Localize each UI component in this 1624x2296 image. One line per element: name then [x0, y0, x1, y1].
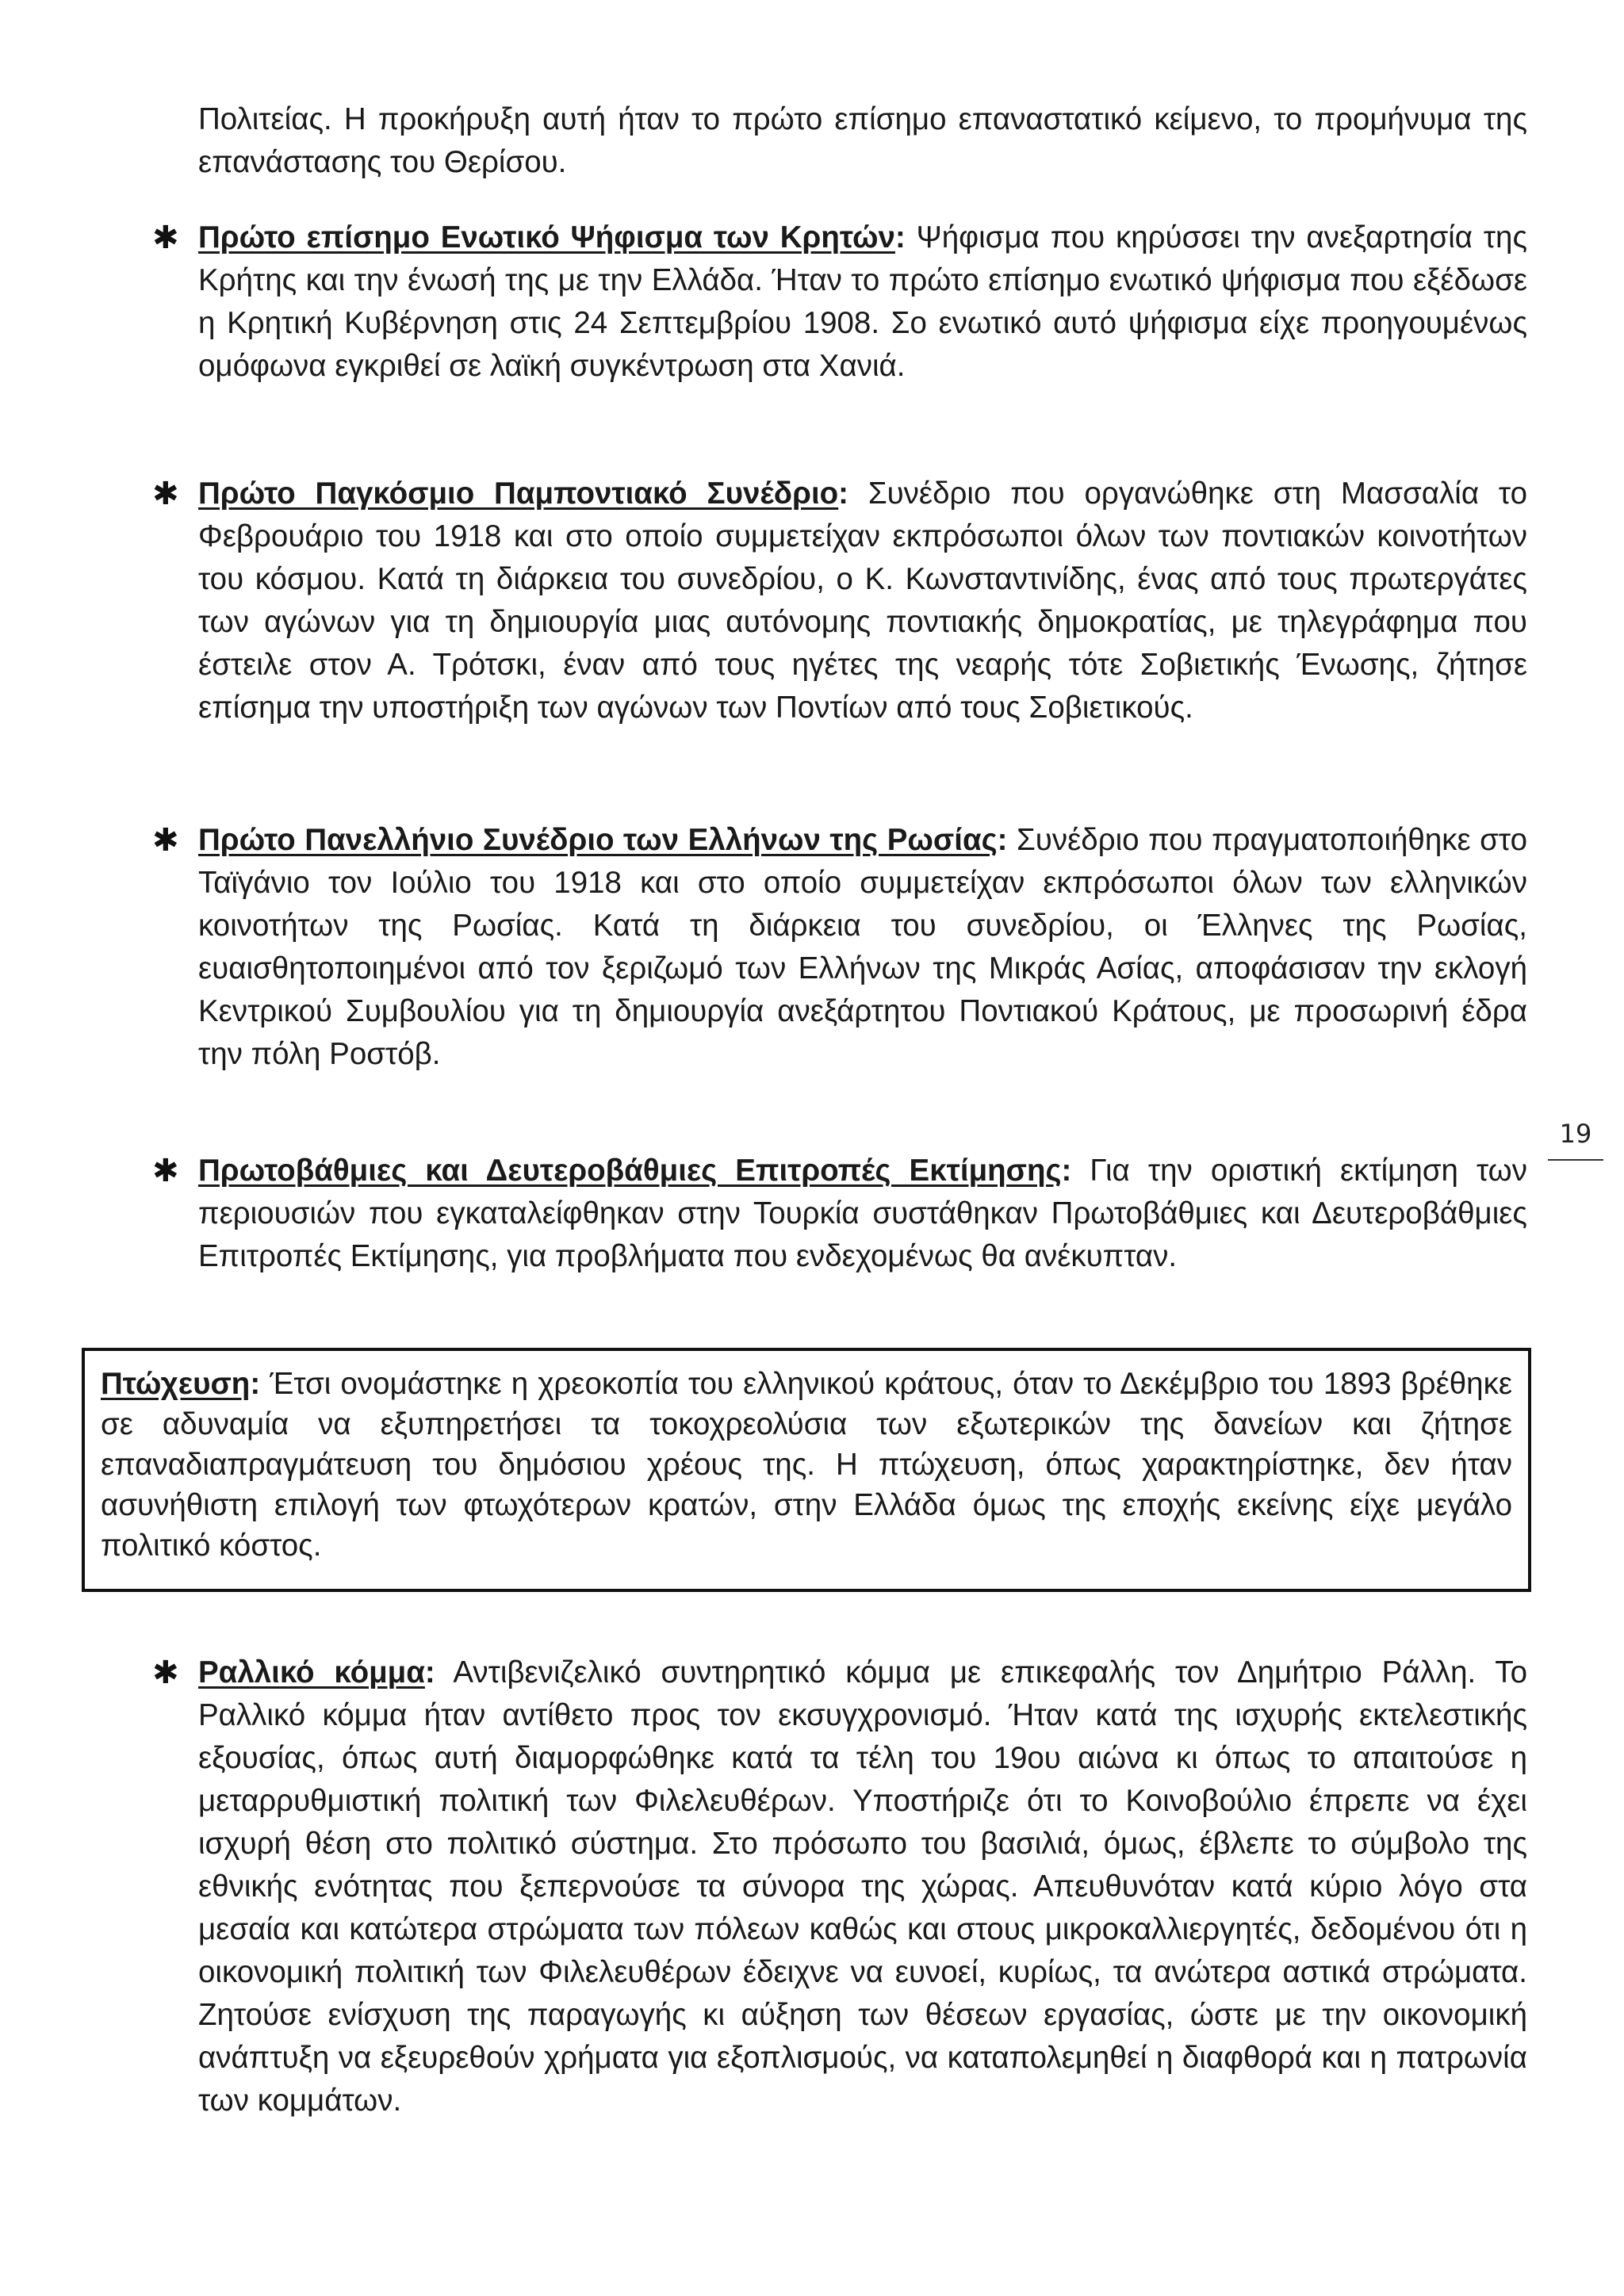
entry-term: Ραλλικό κόμμα [198, 1655, 425, 1689]
glossary-entry [152, 819, 1528, 1076]
box-term: Πτώχευση [101, 1367, 251, 1401]
entry-colon: : [838, 476, 848, 511]
asterisk-bullet-icon: ✱ [152, 220, 179, 255]
entry-body: Συνέδριο που πραγματοποιήθηκε στο Ταϊγάνιο τον Ιούλιο του 1918 και στο οποίο συμμετείχαν εκπρόσωποι όλων των ελληνικών κοινοτήτων της Ρωσίας. Κατά τη διάρκεια του συνεδρίου, οι Έλληνες της Ρωσίας, ευαισθητοποιημένοι από τον ξεριζωμό των Ελλήνων της Μικράς Ασίας, αποφάσισαν την εκλογή Κεντρικού Συμβουλίου για τη δημιουργία ανεξάρτητου Ποντιακού Κράτους, με προσωρινή έδρα την πόλη Ροστόβ. [198, 823, 1528, 1071]
boxed-definition-text [101, 1364, 1512, 1566]
entry-colon: : [997, 823, 1008, 857]
box-body: Έτσι ονομάστηκε η χρεοκοπία του ελληνικού κράτους, όταν το Δεκέμβριο του 1893 βρέθηκε σε αδυναμία να εξυπηρετήσει τα τοκοχρεολύσια των εξωτερικών της δανείων και ζήτησε επαναδιαπραγμάτευση του δημόσιου χρέους της. Η πτώχευση, όπως χαρακτηρίστηκε, δεν ήταν ασυνήθιστη επιλογή των φτωχότερων κρατών, στην Ελλάδα όμως της εποχής εκείνης είχε μεγάλο πολιτικό κόστος. [101, 1367, 1512, 1563]
glossary-entry [152, 216, 1528, 388]
entry-colon: : [1061, 1154, 1072, 1188]
asterisk-bullet-icon: ✱ [152, 476, 179, 511]
asterisk-bullet-icon: ✱ [152, 1154, 179, 1188]
entry-body: Για την οριστική εκτίμηση των περιουσιών που εγκαταλείφθηκαν στην Τουρκία συστάθηκαν Πρωτοβάθμιες και Δευτεροβάθμιες Επιτροπές Εκτίμησης, για προβλήματα που ενδεχομένως θα ανέκυπταν. [198, 1154, 1527, 1273]
entry-colon: : [424, 1655, 435, 1689]
entry-term: Πρωτοβάθμιες και Δευτεροβάθμιες Επιτροπές Εκτίμησης [198, 1154, 1062, 1188]
entry-body: Συνέδριο που οργανώθηκε στη Μασσαλία το Φεβρουάριο του 1918 και στο οποίο συμμετείχαν εκπρόσωποι όλων των ποντιακών κοινοτήτων του κόσμου. Κατά τη διάρκεια του συνεδρίου, ο Κ. Κωνσταντινίδης, ένας από τους πρωτεργάτες των αγώνων για τη δημιουργία μιας αυτόνομης ποντιακής δημοκρατίας, με τηλεγράφημα που έστειλε στον Α. Τρότσκι, έναν από τους ηγέτες της νεαρής τότε Σοβιετικής Ένωσης, ζήτησε επίσημα την υποστήριξη των αγώνων των Ποντίων από τους Σοβιετικούς. [198, 476, 1527, 725]
boxed-definition [82, 1348, 1531, 1592]
entry-body: Αντιβενιζελικό συντηρητικό κόμμα με επικεφαλής τον Δημήτριο Ράλλη. Το Ραλλικό κόμμα ήταν αντίθετο προς τον εκσυγχρονισμό. Ήταν κατά της ισχυρής εκτελεστικής εξουσίας, όπως αυτή διαμορφώθηκε κατά τα τέλη του 19ου αιώνα κι όπως το απαιτούσε η μεταρρυθμιστική πολιτική των Φιλελευθέρων. Υποστήριζε ότι το Κοινοβούλιο έπρεπε να έχει ισχυρή θέση στο πολιτικό σύστημα. Στο πρόσωπο του βασιλιά, όμως, έβλεπε το σύμβολο της εθνικής ενότητας που ξεπερνούσε τα σύνορα της χώρας. Απευθυνόταν κατά κύριο λόγο στα μεσαία και κατώτερα στρώματα των πόλεων καθώς και στους μικροκαλλιεργητές, δεδομένου ότι η οικονομική πολιτική των Φιλελευθέρων έδειχνε να ευνοεί, κυρίως, τα ανώτερα αστικά στρώματα. Ζητούσε ενίσχυση της παραγωγής κι αύξηση των θέσεων εργασίας, ώστε με την οικονομική ανάπτυξη να εξευρεθούν χρήματα για εξοπλισμούς, να καταπολεμηθεί η διαφθορά και η πατρωνία των κομμάτων. [198, 1655, 1527, 2118]
glossary-entry [152, 1651, 1527, 2122]
entry-colon: : [894, 220, 906, 254]
entry-body: Ψήφισμα που κηρύσσει την ανεξαρτησία της Κρήτης και την ένωσή της με την Ελλάδα. Ήταν το πρώτο επίσημο ενωτικό ψήφισμα που εξέδωσε η Κρητική Κυβέρνηση στις 24 Σεπτεμβρίου 1908. Σο ενωτικό αυτό ψήφισμα είχε προηγουμένως ομόφωνα εγκριθεί σε λαϊκή συγκέντρωση στα Χανιά. [198, 220, 1528, 383]
page-number-rule [1548, 1159, 1603, 1161]
box-colon: : [250, 1367, 261, 1401]
entry-term: Πρώτο Παγκόσμιο Παμποντιακό Συνέδριο [198, 476, 839, 511]
intro-paragraph [198, 98, 1527, 184]
entry-term: Πρώτο Πανελλήνιο Συνέδριο των Ελλήνων της Ρωσίας [198, 823, 998, 857]
glossary-entry [152, 473, 1527, 729]
glossary-entry [152, 1150, 1527, 1278]
entry-term: Πρώτο επίσημο Ενωτικό Ψήφισμα των Κρητών [198, 220, 895, 254]
intro-text: Πολιτείας. Η προκήρυξη αυτή ήταν το πρώτο επίσημο επαναστατικό κείμενο, το προμήνυμα της επανάστασης του Θερίσου. [198, 102, 1527, 179]
page-number: 19 [1559, 1119, 1592, 1149]
asterisk-bullet-icon: ✱ [152, 823, 179, 858]
asterisk-bullet-icon: ✱ [152, 1655, 179, 1690]
